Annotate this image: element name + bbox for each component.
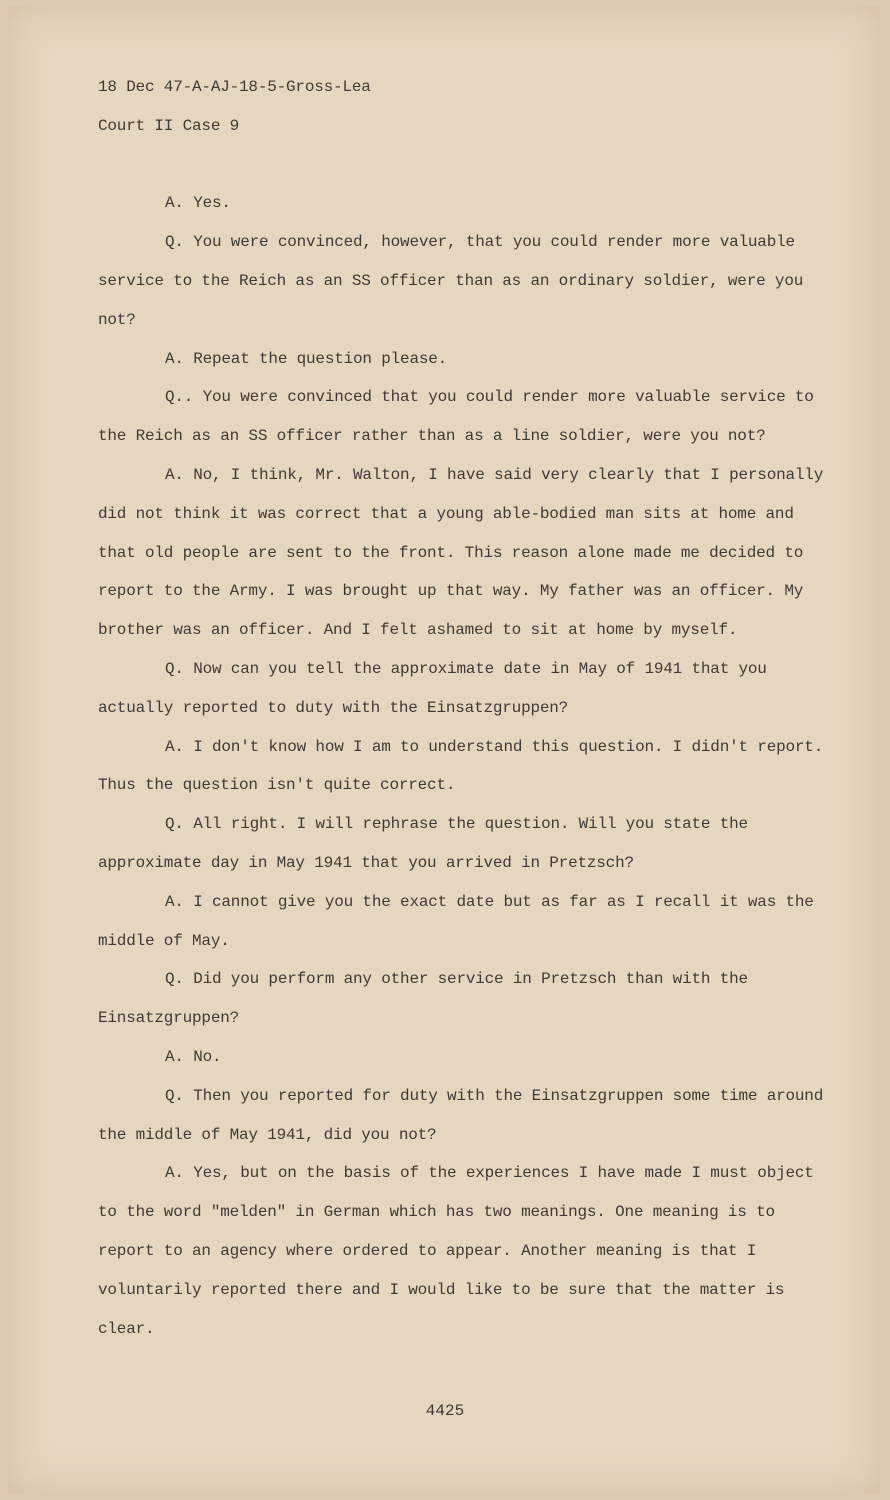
transcript-paragraph: Q.. You were convinced that you could render more valuable service to the Reich as an SS officer rather than as a line soldier, were you not? bbox=[98, 388, 814, 446]
transcript-paragraph: A. I cannot give you the exact date but as far as I recall it was the middle of May. bbox=[98, 892, 814, 950]
header-spacer bbox=[98, 146, 828, 185]
transcript-paragraph: A. Repeat the question please. bbox=[165, 349, 448, 368]
court-case-line: Court II Case 9 bbox=[98, 116, 240, 135]
document-reference: 18 Dec 47-A-AJ-18-5-Gross-Lea bbox=[98, 78, 371, 96]
transcript-paragraph: A. I don't know how I am to understand this question. I didn't report. Thus the question isn't quite correct. bbox=[98, 737, 824, 795]
page-number: 4425 bbox=[425, 1402, 465, 1420]
transcript-paragraph: Q. Did you perform any other service in Pretzsch than with the Einsatzgruppen? bbox=[98, 970, 748, 1028]
transcript-paragraph: A. No, I think, Mr. Walton, I have said very clearly that I personally did not think it was correct that a young able-bodied man sits at home and that old people are sent to the front. This reason alone made me decided to report to the Army. I was brought up that way. My father was an officer. My brother was an officer. And I felt ashamed to sit at home by myself. bbox=[98, 465, 824, 640]
transcript-paragraph: Q. Now can you tell the approximate date in May of 1941 that you actually reported to duty with the Einsatzgruppen? bbox=[98, 659, 767, 717]
transcript-paragraph: Q. All right. I will rephrase the question. Will you state the approximate day in May 1941 that you arrived in Pretzsch? bbox=[98, 815, 748, 872]
transcript-paragraph: Q. Then you reported for duty with the Einsatzgruppen some time around the middle of May 1941, did you not? bbox=[98, 1086, 824, 1144]
transcript-paragraph: A. No. bbox=[165, 1047, 222, 1066]
document-page bbox=[8, 6, 880, 1494]
transcript-body bbox=[98, 68, 828, 1348]
transcript-paragraph: A. Yes, but on the basis of the experiences I have made I must object to the word "melden" in German which has two meanings. One meaning is to report to an agency where ordered to appear. Another meaning is that I voluntarily reported there and I would like to be sure that the matter is clear. bbox=[98, 1164, 814, 1338]
transcript-paragraph: Q. You were convinced, however, that you could render more valuable service to the Reich as an SS officer than as an ordinary soldier, were you not? bbox=[98, 233, 804, 329]
transcript-paragraph: A. Yes. bbox=[165, 194, 231, 213]
